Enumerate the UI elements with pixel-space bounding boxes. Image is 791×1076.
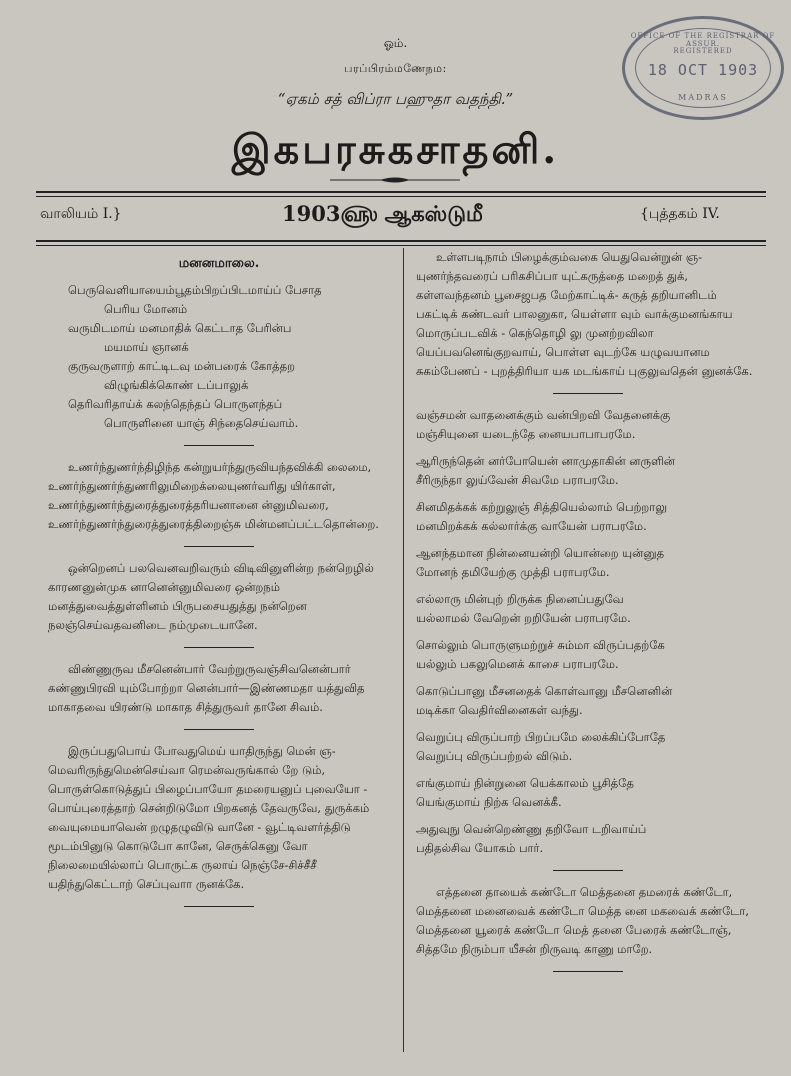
couplet [416, 728, 760, 766]
motto-line: “ஏகம் சத் விப்ரா பஹுதா வதந்தி.” [277, 90, 514, 108]
couplet [416, 636, 760, 674]
stamp-registered-text: REGISTERED [673, 47, 733, 55]
couplet-line: மோனந் தமியேற்கு முத்தி பராபரமே. [416, 565, 610, 579]
registrar-stamp [622, 16, 784, 120]
left-column [48, 254, 390, 919]
verse-paragraph: ஒன்றெனப் பலவெனவறிவரும் விடிவினுளின்ற நன்றெழில் காரணனுன்முக னானென்னுமிவரை ஒன்றநம் மனத்துவைத்துள்ளினம் பிருபசையதுத்து நன்றென நலஞ்செய்வதவனிடை நம்முடையானே. [48, 561, 374, 632]
section-separator [184, 546, 254, 547]
book-number: {புத்தகம் IV. [640, 206, 720, 222]
verse-paragraph: விண்ணுருவ மீசனென்பார் வேற்றுருவஞ்சிவனென்பார் கண்ணுபிரவி யும்போற்றா னென்பார்—இண்ணமதா யத்துவித மாகாதவை யிரண்டு மாகாத சித்துருவர் தானே சிவம். [48, 662, 365, 714]
couplet-line: யல்லாமல் வேறென் றறியேன் பராபரமே. [416, 611, 631, 625]
header-rule-bottom-thick [36, 240, 766, 242]
verse-paragraph: உணர்ந்துணர்ந்திழிந்த கன்றுயர்ந்துருவியந்தவிக்கி லைமை, உணர்ந்துணர்ந்துணரிலுமிறைக்லையுணர்வரிது யிர்காள், உணர்ந்துணர்ந்துரைத்துரைத்தரியனானை ன்னுமிவரை, உணர்ந்துணர்ந்துரைத்துரைத்திறைஞ்சு மின்மனப்பட்டதொன்றை. [48, 460, 379, 531]
verse-line: பொருளினை யாஞ் சிந்தைசெய்வாம். [104, 416, 299, 430]
couplet-line: யல்லும் பகலுமெனக் காசை பராபரமே. [416, 657, 619, 671]
verse-paragraph: எத்தனை தாயைக் கண்டோ மெத்தனை தமரைக் கண்டோ, மெத்தனை மனைவைக் கண்டோ மெத்த னை மகவைக் கண்டோ, மெத்தனை யூரைக் கண்டோ மெத் தனை பேரைக் கண்டோஞ், சித்தமே நிரும்பா யீசன் றிருவடி காணு மாறே. [416, 885, 750, 956]
verse-line: வருமிடமாய் மனமாதிக் கெட்டாத பேரின்ப [68, 321, 292, 335]
stamp-office-text: OFFICE OF THE REGISTRAR OF ASSUR. [630, 32, 776, 48]
couplet [416, 682, 760, 720]
section-separator [553, 971, 623, 972]
couplet-line: மடிக்கா வெதிர்வினைகள் வந்து. [416, 703, 583, 717]
couplet-line: வெறுப்பு விருப்பற்றல் விடும். [416, 749, 573, 763]
verse-line: பெரிய மோனம் [104, 302, 188, 316]
couplet-line: வஞ்சமன் வாதனைக்கும் வன்பிறவி வேதனைக்கு [416, 408, 671, 422]
couplet-line: எங்குமாய் நின்றுனை யெக்காலம் பூசித்தே [416, 776, 634, 790]
section-heading: மனனமாலை. [178, 256, 260, 271]
couplet-line: மனமிறக்கக் கல்லார்க்கு வாயேன் பராபரமே. [416, 519, 647, 533]
couplet [416, 544, 760, 582]
verse-paragraph: இருப்பதுபொய் போவதுமெய் யாதிருந்து மென் ஞ-மெவரிருந்துமென்செய்வா ரெமன்வருங்கால் றே டும், பொருள்கொடுத்துப் பிழைப்பாயோ தமரையனுப் புவையோ - பொய்புரைத்தாற் சென்றிடுமோ பிறகனத் தேவருவே, துருக்கம் வையுமையாவென் றழுதழுவிடு வானே - வூட்டிவளர்த்திடு மூடம்பினுடு கொடுபோ கானே, செருக்கெனு வோ நிலைமையில்லாப் பொருட்க ருலாய் நெஞ்சே-சிச்சீசீ யதிந்துகெட்டாற் செப்புவாா ருனக்கே. [48, 744, 370, 891]
stamp-date: 18 OCT 1903 [647, 61, 759, 79]
header-rule-top-thick [36, 191, 766, 193]
volume-label: வாலியம் I.} [40, 206, 122, 222]
couplet [416, 452, 760, 490]
section-separator [553, 870, 623, 871]
couplet-line: சீரிருந்தா லுய்வேன் சிவமே பராபரமே. [416, 473, 619, 487]
couplet-line: யெங்குமாய் நிற்க வெனக்கீ. [416, 795, 562, 809]
header-rule-top-thin [36, 196, 766, 197]
verse-paragraph: உள்ளபடிநாம் பிழைக்கும்வகை யெதுவென்றுன் ஞ-யுணர்ந்தவரைப் பரிகசிப்பா யுட்கருத்தை மறைத் துக், கள்ளவந்தனம் பூசைஜபத மேற்காட்டிக்- கருத் தறியானிடம் பகட்டிக் கண்டவர் பாலனுகா, யெள்ளா வும் வாக்குமனங்காய மொருப்படவிக் - கெந்தொழி லு முனற்றவிலா யெப்பவனெங்குறவாய், பொள்ள வுடற்கே யழுவயானம சுகம்பேணப் - புறத்திரியா யக மடங்காய் புகுலுவதென் னுனக்கே. [416, 250, 753, 378]
couplet [416, 820, 760, 858]
couplet [416, 498, 760, 536]
couplet [416, 774, 760, 812]
couplet [416, 406, 760, 444]
couplet-line: ஆரிருந்தென் னர்போயென் னாமுதாகின் னருளின் [416, 454, 675, 468]
right-column [416, 248, 760, 984]
couplet-line: எல்லாரு மின்புற் றிருக்க நினைப்பதுவே [416, 592, 624, 606]
verse-line: மயமாய் ஞானக் [104, 340, 189, 354]
title-ornament-icon [330, 176, 460, 184]
couplet [416, 590, 760, 628]
couplet-line: அதுவுநு வென்றெண்ணு தறிவோ டறிவாய்ப் [416, 822, 647, 836]
issue-date: 1903௵ ஆகஸ்டுமீ [282, 201, 483, 226]
couplet-line: வெறுப்பு விருப்பாற் பிறப்பமே லைக்கிப்போதே [416, 730, 666, 744]
stamp-city: MADRAS [678, 93, 728, 102]
couplet-line: சொல்லும் பொருளுமற்றுச் சும்மா விருப்பதற்கே [416, 638, 665, 652]
section-separator [184, 906, 254, 907]
couplet-line: சினமிதக்கக் கற்றுலுஞ் சித்தியெல்லாம் பெற்றாலு [416, 500, 668, 514]
section-separator [184, 729, 254, 730]
verse-line: பெருவெளியாயைம்பூதம்பிறப்பிடமாய்ப் பேசாத [68, 283, 322, 297]
verse-line: தெரிவரிதாய்க் கலந்தெந்தப் பொருளந்தப் [68, 397, 283, 411]
section-separator [184, 647, 254, 648]
couplet-line: கொடுப்பானு மீசனதைக் கொள்வானு மீசனெனின் [416, 684, 673, 698]
header-rule-bottom-thin [36, 245, 766, 246]
opening-verse [48, 281, 390, 433]
invocation-line: பரப்பிரம்மணேநம: [344, 62, 447, 75]
section-separator [184, 445, 254, 446]
verse-line: விழுங்கிக்கொண் டப்பாலுக் [104, 378, 249, 392]
newspaper-title: இகபரசுகசாதனி. [231, 126, 560, 173]
column-divider [403, 248, 404, 1052]
om-symbol: ஓம். [383, 36, 408, 50]
couplet-line: மஞ்சியுனை யடைந்தே னையபாபாபரமே. [416, 427, 636, 441]
couplet-line: ஆனந்தமான நின்னையன்றி யொன்றை யுன்னுத [416, 546, 665, 560]
verse-line: குருவருளாற் காட்டிடவு மன்பரைக் கோத்தற [68, 359, 295, 373]
section-separator [553, 393, 623, 394]
couplet-line: பதிதல்சிவ யோகம் பார். [416, 841, 544, 855]
